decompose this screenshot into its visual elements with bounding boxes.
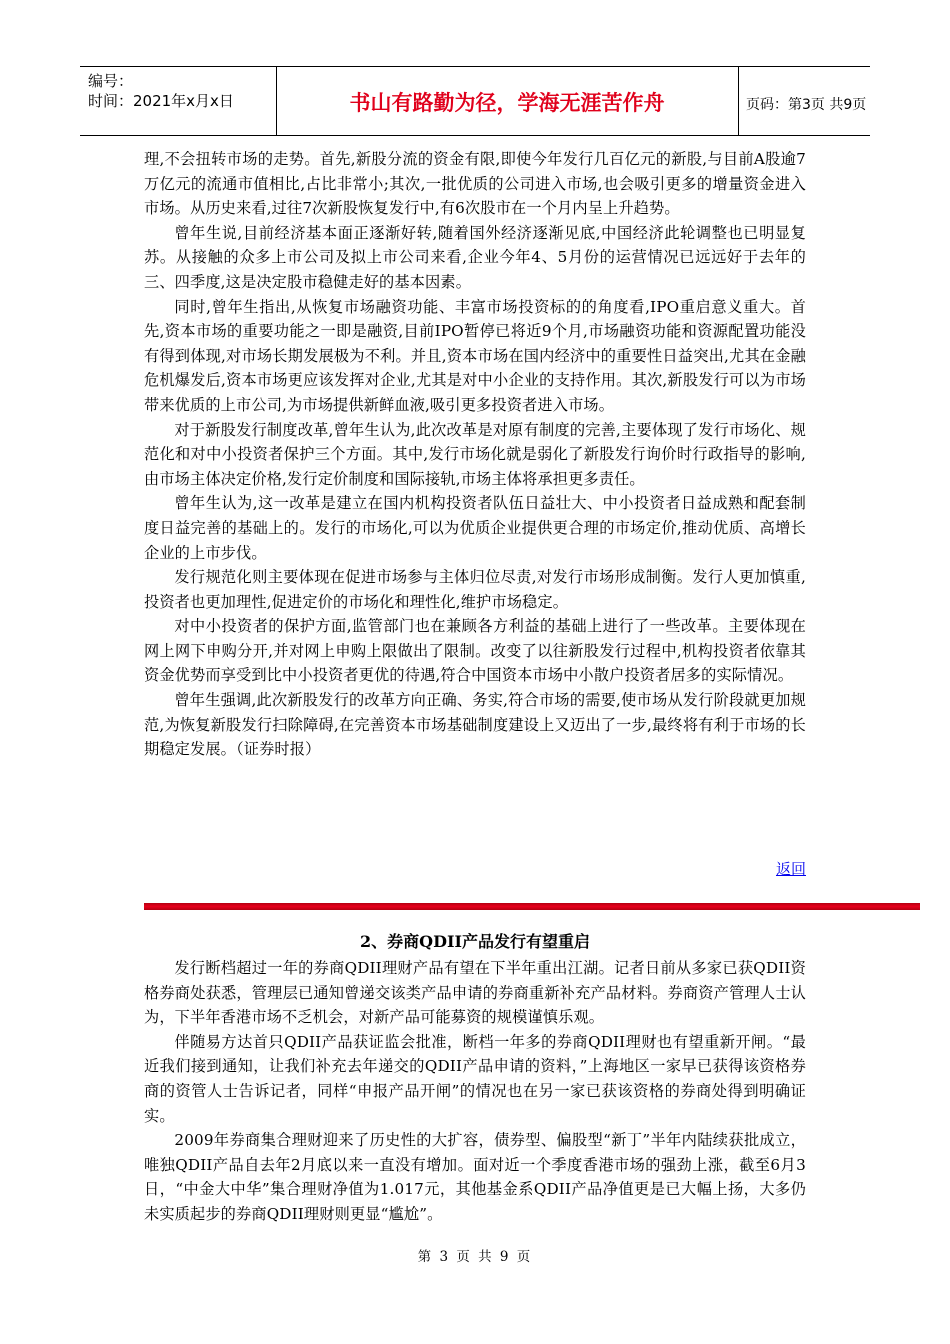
paragraph: 发行规范化则主要体现在促进市场参与主体归位尽责,对发行市场形成制衡。发行人更加慎重,投资者也更加理性,促进定价的市场化和理性化,维护市场稳定。 [144, 568, 806, 611]
header-page-info: 页码：第3页 共9页 [746, 97, 867, 113]
paragraph: 曾年生强调,此次新股发行的改革方向正确、务实,符合市场的需要,使市场从发行阶段就更加规范,为恢复新股发行扫除障碍,在完善资本市场基础制度建设上又迈出了一步,最终将有利于市场的长期稳定发展。（证券时报） [144, 691, 806, 759]
paragraph: 同时,曾年生指出,从恢复市场融资功能、丰富市场投资标的的角度看,IPO重启意义重大。首先,资本市场的重要功能之一即是融资,目前IPO暂停已将近9个月,市场融资功能和资源配置功能没有得到体现,对市场长期发展极为不利。并且,资本市场在国内经济中的重要性日益突出,尤其在金融危机爆发后,资本市场更应该发挥对企业,尤其是对中小企业的支持作用。其次,新股发行可以为市场带来优质的上市公司,为市场提供新鲜血液,吸引更多投资者进入市场。 [144, 297, 806, 414]
header-motto: 书山有路勤为径，学海无涯苦作舟 [349, 91, 665, 115]
paragraph: 对中小投资者的保护方面,监管部门也在兼顾各方利益的基础上进行了一些改革。主要体现在网上网下申购分开,并对网上申购上限做出了限制。改变了以往新股发行过程中,机构投资者依靠其资金优势而享受到比中小投资者更优的待遇,符合中国资本市场中小散户投资者居多的实际情况。 [144, 617, 806, 685]
paragraph: 曾年生认为,这一改革是建立在国内机构投资者队伍日益壮大、中小投资者日益成熟和配套制度日益完善的基础上的。发行的市场化,可以为优质企业提供更合理的市场定价,推动优质、高增长企业的上市步伐。 [144, 494, 806, 562]
paragraph: 2009年券商集合理财迎来了历史性的大扩容，债券型、偏股型“新丁”半年内陆续获批成立，唯独QDII产品自去年2月底以来一直没有增加。面对近一个季度香港市场的强劲上涨，截至6月3日，“中金大中华”集合理财净值为1.017元，其他基金系QDII产品净值更是已大幅上扬，大多仍未实质起步的券商QDII理财则更显“尴尬”。 [144, 1131, 806, 1223]
header-meta-cell [80, 67, 277, 135]
article-1-body [144, 147, 806, 762]
back-link[interactable]: 返回 [775, 860, 806, 878]
paragraph: 对于新股发行制度改革,曾年生认为,此次改革是对原有制度的完善,主要体现了发行市场化、规范化和对中小投资者保护三个方面。其中,发行市场化就是弱化了新股发行询价时行政指导的影响,由市场主体决定价格,发行定价制度和国际接轨,市场主体将承担更多责任。 [144, 420, 806, 488]
section-title: 2、券商QDII产品发行有望重启 [360, 932, 590, 951]
header-motto-cell [276, 67, 739, 135]
section-divider [144, 903, 920, 910]
paragraph: 伴随易方达首只QDII产品获证监会批准，断档一年多的券商QDII理财也有望重新开闸。“最近我们接到通知，让我们补充去年递交的QDII产品申请的资料，”上海地区一家早已获得该资格券商的资管人士告诉记者，同样“申报产品开闸”的情况也在另一家已获该资格的券商处得到明确证实。 [144, 1032, 806, 1125]
document-number-label: 编号： [88, 72, 134, 90]
page-footer: 第 3 页 共 9 页 [417, 1249, 533, 1265]
paragraph: 曾年生说,目前经济基本面正逐渐好转,随着国外经济逐渐见底,中国经济此轮调整也已明显复苏。从接触的众多上市公司及拟上市公司来看,企业今年4、5月份的运营情况已远远好于去年的三、四季度,这是决定股市稳健走好的基本因素。 [144, 223, 806, 291]
header-page-cell [738, 67, 870, 135]
paragraph: 发行断档超过一年的券商QDII理财产品有望在下半年重出江湖。记者日前从多家已获QDII资格券商处获悉，管理层已通知曾递交该类产品申请的券商重新补充产品材料。券商资产管理人士认为，下半年香港市场不乏机会，对新产品可能募资的规模谨慎乐观。 [144, 959, 806, 1027]
article-2-body [144, 930, 806, 1227]
paragraph: 理,不会扭转市场的走势。首先,新股分流的资金有限,即使今年发行几百亿元的新股,与目前A股逾7万亿元的流通市值相比,占比非常小;其次,一批优质的公司进入市场,也会吸引更多的增量资金进入市场。从历史来看,过往7次新股恢复发行中,有6次股市在一个月内呈上升趋势。 [144, 150, 806, 218]
document-time-label: 时间：2021年x月x日 [88, 92, 234, 110]
page-header [80, 66, 870, 136]
